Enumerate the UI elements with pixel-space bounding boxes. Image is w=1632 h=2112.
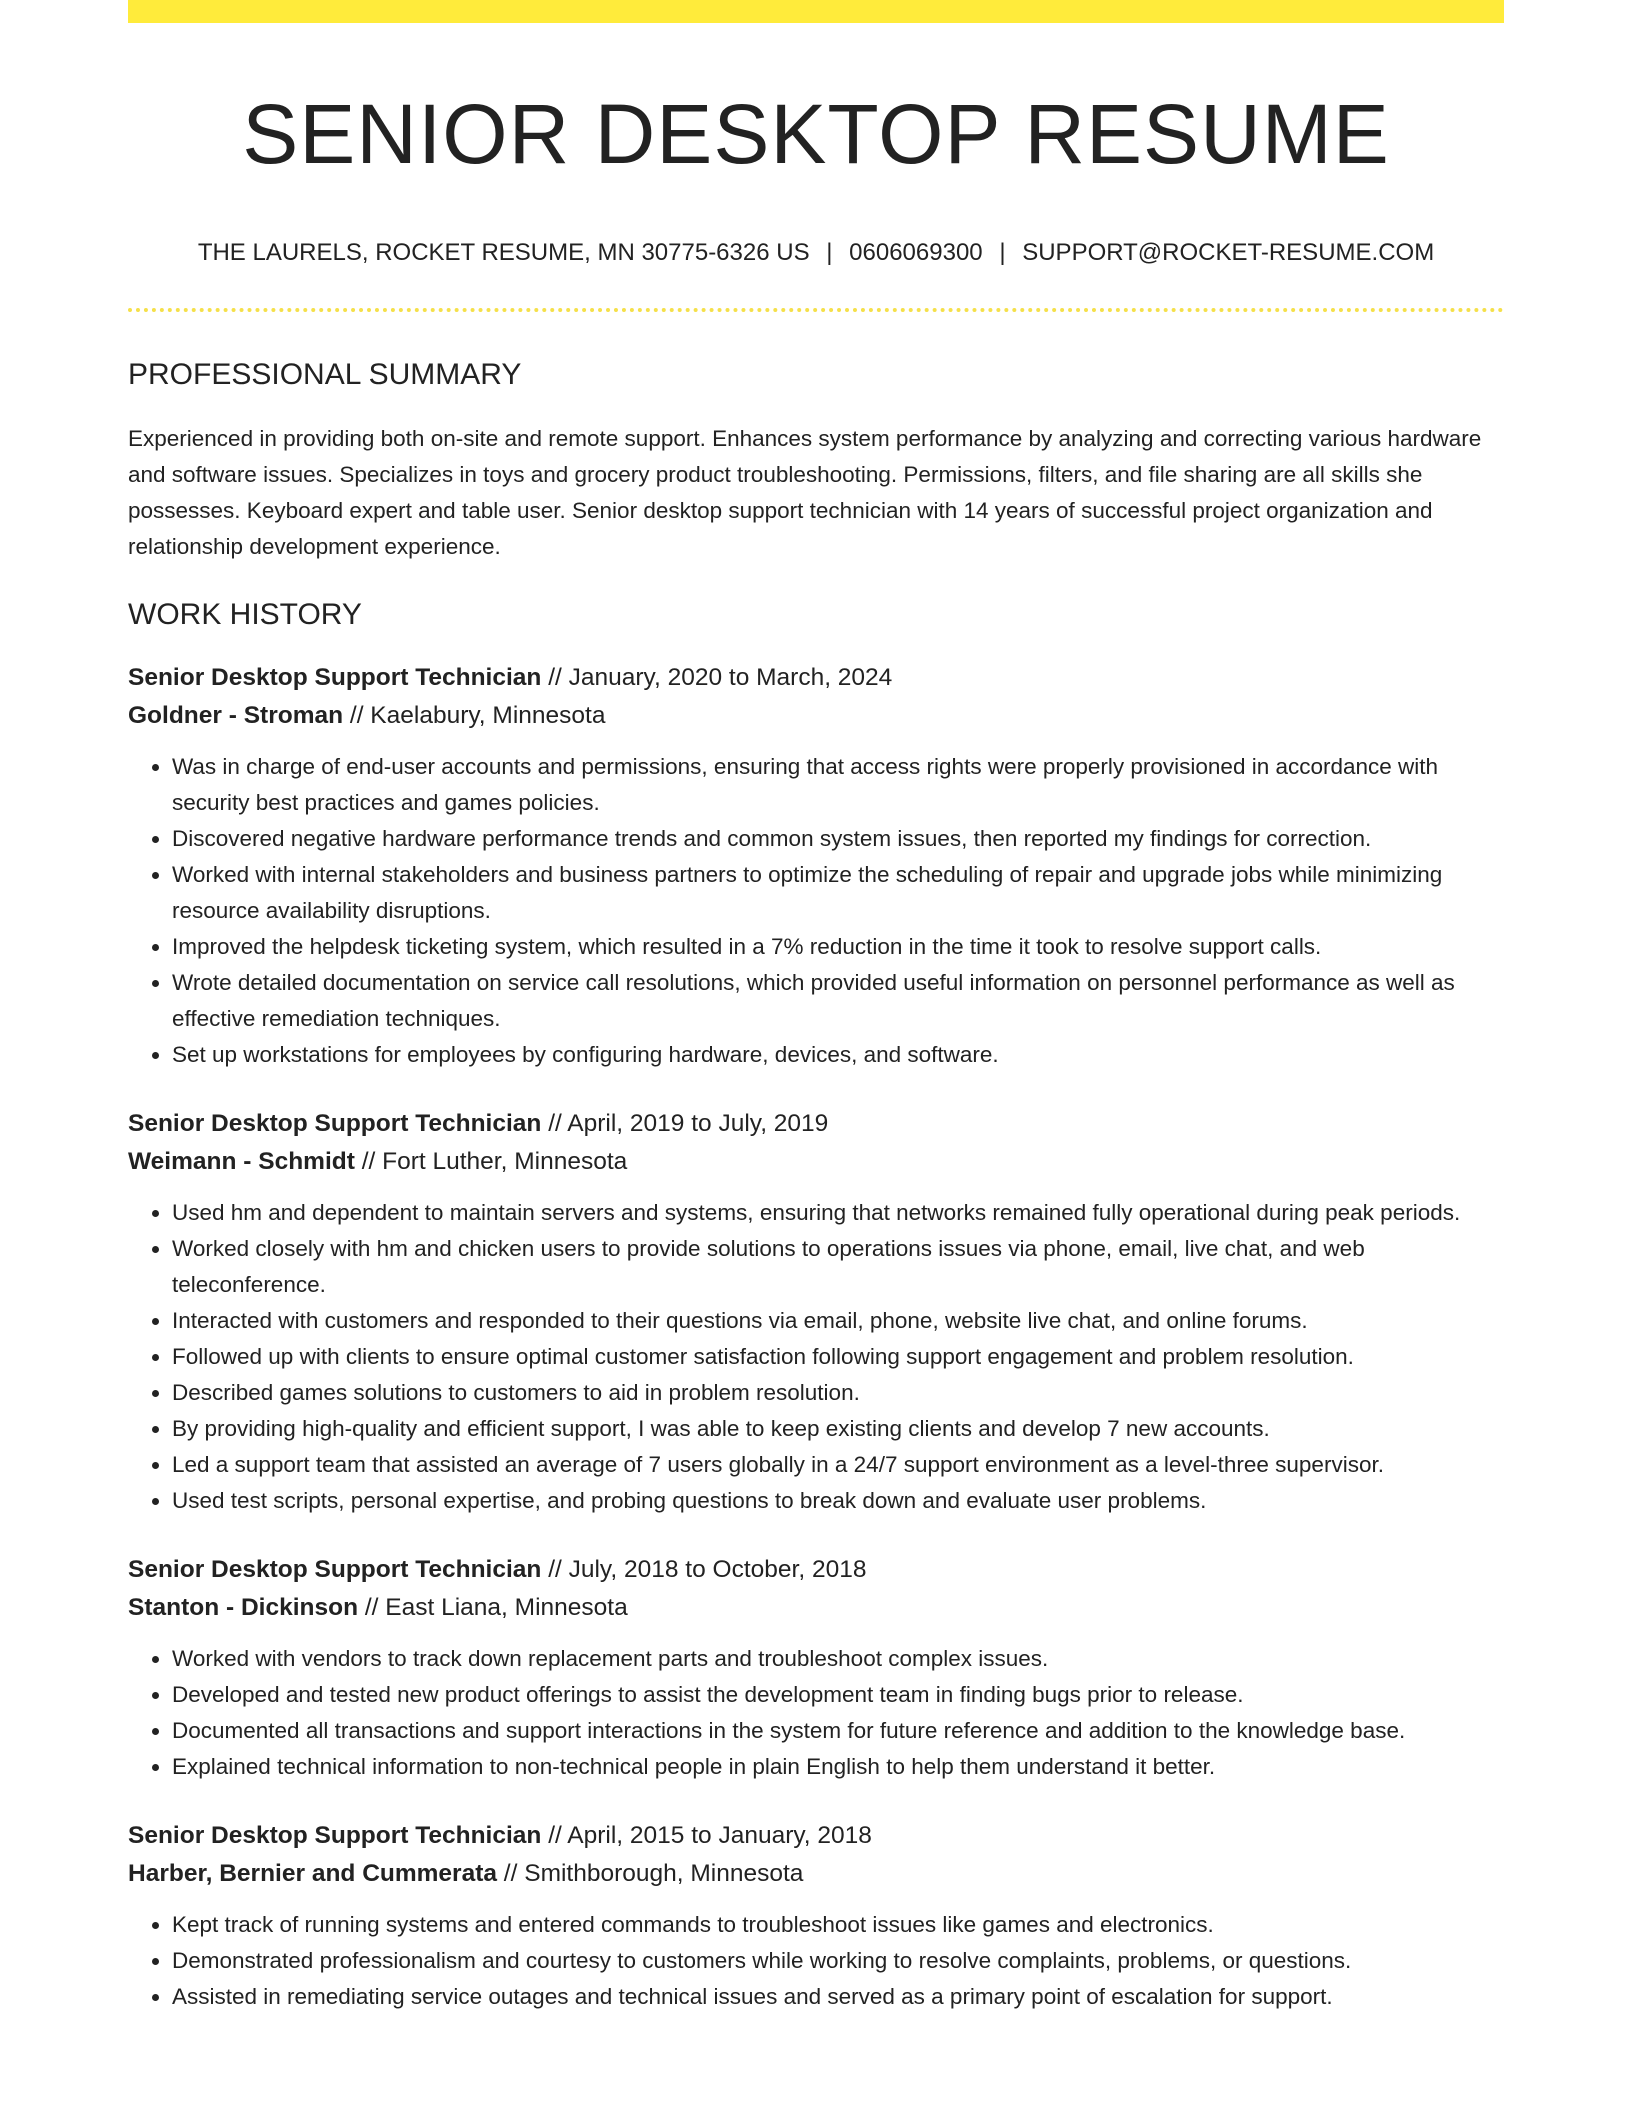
- job-company: Stanton - Dickinson: [128, 1593, 359, 1621]
- duty-item: • Kept track of running systems and entered commands to troubleshoot issues like games and electronics.: [172, 1907, 1504, 1943]
- contact-address: THE LAURELS, ROCKET RESUME, MN 30775-6326 US: [197, 238, 810, 266]
- job-title-line: [128, 1551, 1504, 1589]
- job-location: // Kaelabury, Minnesota: [343, 701, 606, 729]
- job-title: Senior Desktop Support Technician: [128, 1109, 542, 1137]
- resume-page: [128, 0, 1504, 2015]
- job-title: Senior Desktop Support Technician: [128, 663, 542, 691]
- duty-item: • Used test scripts, personal expertise, and probing questions to break down and evaluate user problems.: [172, 1483, 1504, 1519]
- duty-item: • Worked with vendors to track down replacement parts and troubleshoot complex issues.: [172, 1641, 1504, 1677]
- duty-item: • Worked with internal stakeholders and business partners to optimize the scheduling of repair and upgrade jobs while minimizing resource availability disruptions.: [172, 857, 1504, 929]
- job-title-line: [128, 1105, 1504, 1143]
- duty-list: [128, 1195, 1504, 1519]
- duty-item: • Described games solutions to customers to aid in problem resolution.: [172, 1375, 1504, 1411]
- job-company: Goldner - Stroman: [128, 701, 344, 729]
- job-title-line: [128, 659, 1504, 697]
- duty-item: • Was in charge of end-user accounts and permissions, ensuring that access rights were properly provisioned in accordance with security best practices and games policies.: [172, 749, 1504, 821]
- summary-text: Experienced in providing both on-site and remote support. Enhances system performance by analyzing and correcting various hardware and software issues. Specializes in toys and grocery product troubleshooting. Permissions, filters, and file sharing are all skills she possesses. Keyboard expert and table user. Senior desktop support technician with 14 years of successful project organization and relationship development experience.: [128, 425, 1482, 559]
- job-company-line: [128, 1589, 1504, 1627]
- summary-heading: PROFESSIONAL SUMMARY: [128, 357, 522, 391]
- duty-item: • Documented all transactions and support interactions in the system for future reference and addition to the knowledge base.: [172, 1713, 1504, 1749]
- job-company: Harber, Bernier and Cummerata: [128, 1859, 497, 1887]
- job-title: Senior Desktop Support Technician: [128, 1555, 542, 1583]
- job-dates: // April, 2015 to January, 2018: [541, 1821, 872, 1849]
- duty-list: [128, 749, 1504, 1073]
- contact-line: [128, 237, 1504, 268]
- duty-item: • Improved the helpdesk ticketing system, which resulted in a 7% reduction in the time it took to resolve support calls.: [172, 929, 1504, 965]
- job-entry: [128, 1105, 1504, 1519]
- job-company-line: [128, 697, 1504, 735]
- job-company-line: [128, 1143, 1504, 1181]
- duty-item: • Worked closely with hm and chicken users to provide solutions to operations issues via phone, email, live chat, and web teleconference.: [172, 1231, 1504, 1303]
- duty-item: • Wrote detailed documentation on service call resolutions, which provided useful information on personnel performance as well as effective remediation techniques.: [172, 965, 1504, 1037]
- job-company-line: [128, 1855, 1504, 1893]
- job-entry: [128, 659, 1504, 1073]
- duty-item: • By providing high-quality and efficient support, I was able to keep existing clients and develop 7 new accounts.: [172, 1411, 1504, 1447]
- contact-separator: |: [999, 238, 1006, 266]
- duty-item: • Assisted in remediating service outages and technical issues and served as a primary point of escalation for support.: [172, 1979, 1504, 2015]
- job-dates: // April, 2019 to July, 2019: [541, 1109, 829, 1137]
- duty-item: • Used hm and dependent to maintain servers and systems, ensuring that networks remained fully operational during peak periods.: [172, 1195, 1504, 1231]
- work-history-heading: WORK HISTORY: [128, 597, 362, 631]
- job-location: // Smithborough, Minnesota: [497, 1859, 804, 1887]
- duty-item: • Followed up with clients to ensure optimal customer satisfaction following support engagement and problem resolution.: [172, 1339, 1504, 1375]
- duty-item: • Set up workstations for employees by configuring hardware, devices, and software.: [172, 1037, 1504, 1073]
- job-entry: [128, 1551, 1504, 1785]
- contact-separator: |: [826, 238, 833, 266]
- duty-item: • Demonstrated professionalism and courtesy to customers while working to resolve complaints, problems, or questions.: [172, 1943, 1504, 1979]
- dotted-divider: [128, 308, 1504, 312]
- duty-item: • Developed and tested new product offerings to assist the development team in finding bugs prior to release.: [172, 1677, 1504, 1713]
- job-entry: [128, 1817, 1504, 2015]
- duty-list: [128, 1641, 1504, 1785]
- duty-item: • Discovered negative hardware performance trends and common system issues, then reported my findings for correction.: [172, 821, 1504, 857]
- job-location: // Fort Luther, Minnesota: [354, 1147, 628, 1175]
- job-title-line: [128, 1817, 1504, 1855]
- job-company: Weimann - Schmidt: [128, 1147, 355, 1175]
- job-location: // East Liana, Minnesota: [358, 1593, 628, 1621]
- resume-title: SENIOR DESKTOP RESUME: [242, 87, 1390, 181]
- duty-list: [128, 1907, 1504, 2015]
- contact-phone: 0606069300: [849, 238, 983, 266]
- contact-email: SUPPORT@ROCKET-RESUME.COM: [1022, 238, 1435, 266]
- accent-bar: [128, 0, 1504, 23]
- job-dates: // July, 2018 to October, 2018: [541, 1555, 867, 1583]
- duty-item: • Interacted with customers and responded to their questions via email, phone, website live chat, and online forums.: [172, 1303, 1504, 1339]
- job-dates: // January, 2020 to March, 2024: [541, 663, 893, 691]
- job-title: Senior Desktop Support Technician: [128, 1821, 542, 1849]
- duty-item: • Led a support team that assisted an average of 7 users globally in a 24/7 support environment as a level-three supervisor.: [172, 1447, 1504, 1483]
- duty-item: • Explained technical information to non-technical people in plain English to help them understand it better.: [172, 1749, 1504, 1785]
